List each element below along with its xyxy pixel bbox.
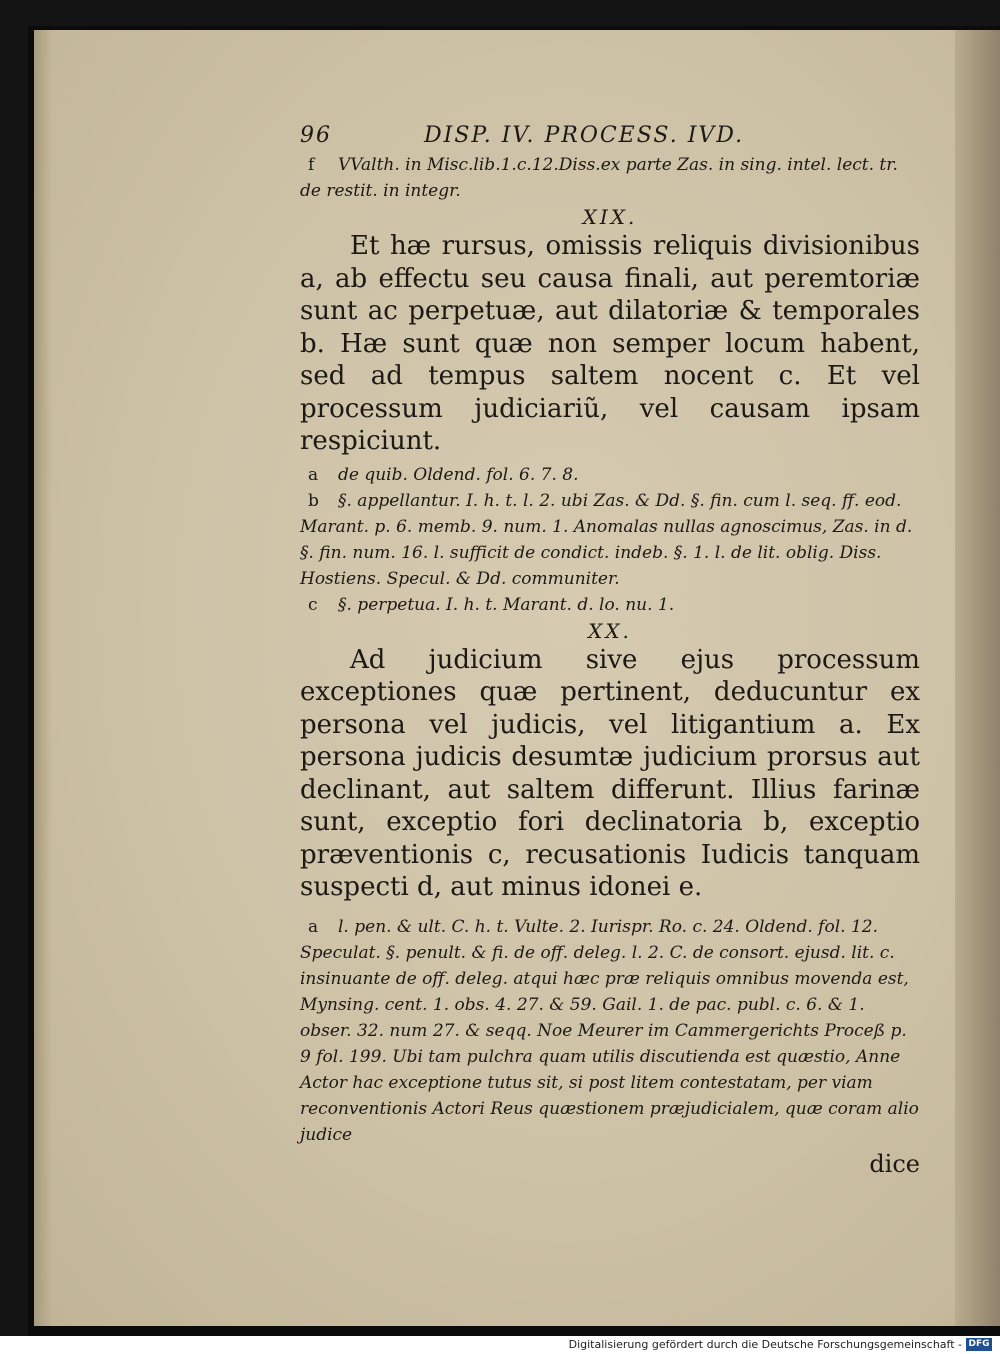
paragraph-xix: Et hæ rursus, omissis reliquis divisionibus a, ab effectu seu causa finali, aut peremtoriæ sunt ac perpetuæ, aut dilatoriæ & temporales b. Hæ sunt quæ non semper locum habent, sed ad tempus saltem nocent c. Et vel processum judiciariũ, vel causam ipsam respiciunt. bbox=[300, 231, 920, 456]
paragraph-xx: Ad judicium sive ejus processum exceptiones quæ pertinent, deducuntur ex persona vel judicis, vel litigantium a. Ex persona judicis desumtæ judicium prorsus aut declinant, aut saltem differunt. Illius farinæ sunt, exceptio fori declinatoria b, exceptio præventionis c, recusationis Iudicis tanquam suspecti d, aut minus idonei e. bbox=[300, 644, 920, 902]
page-gutter bbox=[955, 30, 1000, 1326]
footnote-f bbox=[300, 152, 920, 204]
footnote-text: §. appellantur. I. h. t. l. 2. ubi Zas. & Dd. §. fin. cum l. seq. ff. eod. Marant. p. 6. memb. 9. num. 1. Anomalas nullas agnoscimus, Zas. in d. §. fin. num. 16. l. sufficit de condict. indeb. §. 1. l. de lit. oblig. Diss. Hostiens. Specul. & Dd. communiter. bbox=[300, 490, 913, 589]
page-edge-shadow bbox=[34, 30, 52, 1326]
footnote-a-second bbox=[300, 914, 920, 1148]
footnote-text: §. perpetua. I. h. t. Marant. d. lo. nu. 1. bbox=[338, 594, 675, 615]
running-head bbox=[300, 118, 920, 152]
catchword: dice bbox=[869, 1149, 920, 1178]
running-title: DISP. IV. PROCESS. IVD. bbox=[424, 122, 745, 148]
section-number-xx: XX. bbox=[588, 618, 632, 643]
footnote-text: VValth. in Misc.lib.1.c.12.Diss.ex parte Zas. in sing. intel. lect. tr. de restit. in integr. bbox=[300, 155, 898, 201]
footnote-b bbox=[300, 488, 920, 592]
footnote-text: l. pen. & ult. C. h. t. Vulte. 2. Iurispr. Ro. c. 24. Oldend. fol. 12. Speculat. §. penult. & fi. de off. deleg. l. 2. C. de consort. ejusd. lit. c. insinuante de off. deleg. atqui hæc præ reliquis omnibus movenda est, Mynsing. cent. 1. obs. 4. 27. & 59. Gail. 1. de pac. publ. c. 6. & 1. obser. 32. num 27. & seqq. Noe Meurer im Cammergerichts Proceß p. 9 fol. 199. Ubi tam pulchra quam utilis discutienda est quæstio, Anne Actor hac exceptione tutus sit, si post litem contestatam, per viam reconventionis Actori Reus quæstionem præjudicialem, quæ coram alio judice bbox=[300, 916, 919, 1145]
footnote-c bbox=[300, 592, 920, 618]
page-number: 96 bbox=[300, 122, 332, 148]
footnote-marker: f bbox=[308, 155, 315, 175]
section-number-xix: XIX. bbox=[582, 205, 638, 229]
digitization-credit: Digitalisierung gefördert durch die Deutsche Forschungsgemeinschaft - bbox=[568, 1338, 962, 1351]
footnote-text: de quib. Oldend. fol. 6. 7. 8. bbox=[338, 464, 579, 485]
page-text bbox=[300, 118, 920, 1180]
footnote-marker: a bbox=[308, 916, 319, 937]
footnote-a bbox=[300, 462, 920, 488]
footnote-marker: a bbox=[308, 464, 319, 485]
dfg-logo: DFG bbox=[966, 1338, 992, 1351]
footnote-marker: b bbox=[308, 490, 319, 511]
footnote-marker: c bbox=[308, 594, 318, 615]
